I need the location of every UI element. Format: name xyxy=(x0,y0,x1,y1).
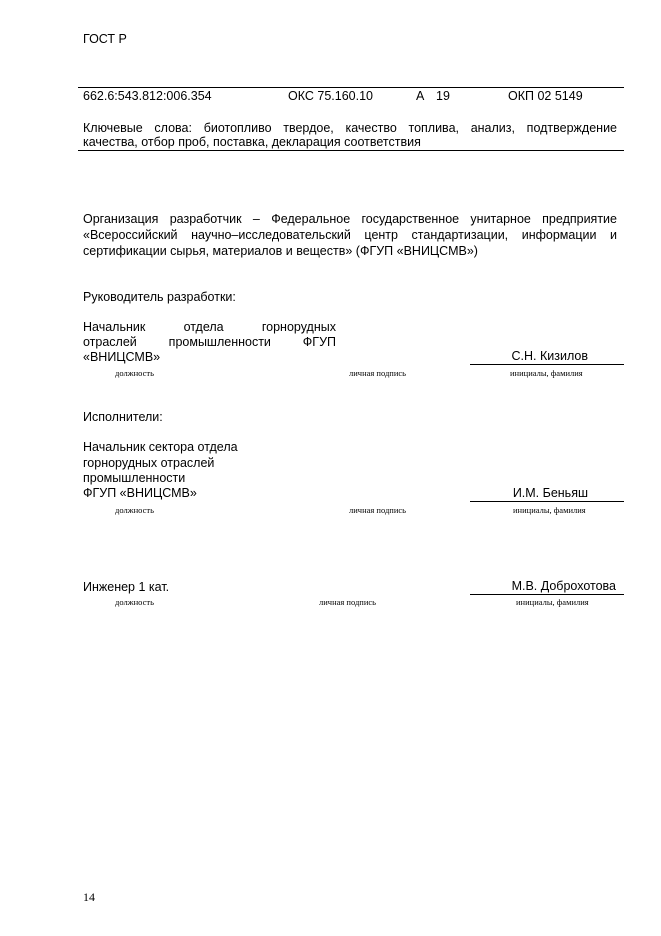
organization-line-2: «Всероссийский научно–исследовательский центр стандартизации, информации и xyxy=(83,228,617,242)
executor2-caption-name: инициалы, фамилия xyxy=(516,597,589,607)
oks-code: ОКС 75.160.10 xyxy=(288,89,373,103)
head-caption-name: инициалы, фамилия xyxy=(510,368,583,378)
head-caption-signature: личная подпись xyxy=(349,368,407,378)
head-caption-position: должность xyxy=(115,368,154,378)
head-section-title: Руководитель разработки: xyxy=(83,290,236,304)
executor2-name: М.В. Доброхотова xyxy=(470,579,624,595)
top-divider xyxy=(78,87,624,88)
executor1-caption-position: должность xyxy=(115,505,154,515)
executor2-caption-position: должность xyxy=(115,597,154,607)
standard-header: ГОСТ Р xyxy=(83,32,127,46)
group-letter: А xyxy=(416,89,425,103)
organization-line-3: сертификации сырья, материалов и веществ» (ФГУП «ВНИЦСМВ») xyxy=(83,244,478,258)
executors-title: Исполнители: xyxy=(83,410,163,424)
group-number: 19 xyxy=(436,89,450,103)
executor1-caption-name: инициалы, фамилия xyxy=(513,505,586,515)
keywords-divider xyxy=(78,150,624,151)
organization-line-1: Организация разработчик – Федеральное государственное унитарное предприятие xyxy=(83,212,617,226)
keywords-line-1: Ключевые слова: биотопливо твердое, качество топлива, анализ, подтверждение xyxy=(83,121,617,135)
executor2-position: Инженер 1 кат. xyxy=(83,580,170,594)
executor1-position-line-4: ФГУП «ВНИЦСМВ» xyxy=(83,486,197,500)
executor1-position-line-3: промышленности xyxy=(83,471,186,485)
udk-code: 662.6:543.812:006.354 xyxy=(83,89,212,103)
executor2-caption-signature: личная подпись xyxy=(319,597,377,607)
head-position-line-1: Начальник отдела горнорудных xyxy=(83,320,336,334)
head-position-line-3: «ВНИЦСМВ» xyxy=(83,350,161,364)
executor1-position-line-1: Начальник сектора отдела xyxy=(83,440,238,454)
executor1-name: И.М. Беньяш xyxy=(470,486,624,502)
page-number: 14 xyxy=(83,890,95,904)
okp-code: ОКП 02 5149 xyxy=(508,89,583,103)
head-position-line-2: отраслей промышленности ФГУП xyxy=(83,335,336,349)
head-name: С.Н. Кизилов xyxy=(470,349,624,365)
executor1-position-line-2: горнорудных отраслей xyxy=(83,456,215,470)
keywords-line-2: качества, отбор проб, поставка, декларация соответствия xyxy=(83,135,421,149)
executor1-caption-signature: личная подпись xyxy=(349,505,407,515)
